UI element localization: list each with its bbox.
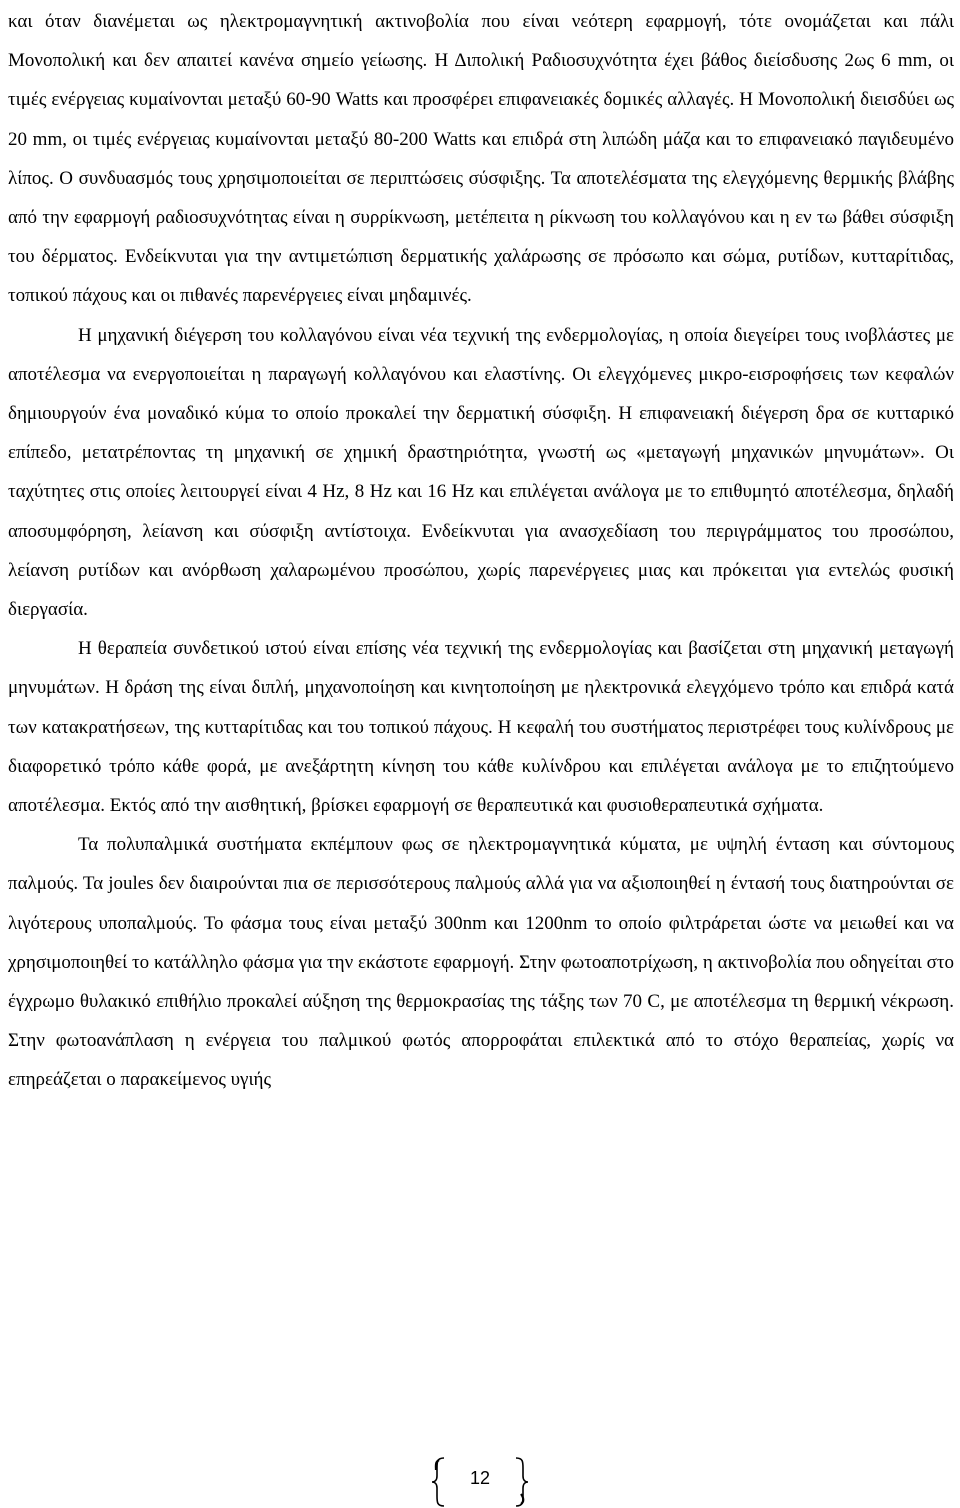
page-number: 12 [469,1468,491,1488]
page-footer [0,1452,960,1508]
paragraph-2: Η μηχανική διέγερση του κολλαγόνου είναι νέα τεχνική της ενδερμολογίας, η οποία διεγείρει τους ινοβλάστες με αποτέλεσμα να ενεργοποιείται η παραγωγή κολλαγόνου και ελαστίνης. Οι ελεγχόμενες μικρο-εισροφήσεις των κεφαλών δημιουργούν ένα μοναδικό κύμα το οποίο προκαλεί την δερματική σύσφιξη. Η επιφανειακή διέγερση δρα σε κυτταρικό επίπεδο, μετατρέποντας τη μηχανική σε χημική δραστηριότητα, γνωστή ως «μεταγωγή μηχανικών μηνυμάτων». Οι ταχύτητες στις οποίες λειτουργεί είναι 4 Hz, 8 Hz και 16 Hz και επιλέγεται ανάλογα με το επιθυμητό αποτέλεσμα, δηλαδή αποσυμφόρηση, λείανση και σύσφιξη αντίστοιχα. Ενδείκνυται για ανασχεδίαση του περιγράμματος του προσώπου, λείανση ρυτίδων και ανόρθωση χαλαρωμένου προσώπου, χωρίς παρενέργειες μιας και πρόκειται για εντελώς φυσική διεργασία. [8,324,954,621]
document-page [8,0,954,1100]
paragraph-3: Η θεραπεία συνδετικού ιστού είναι επίσης νέα τεχνική της ενδερμολογίας και βασίζεται στη μηχανική μεταγωγή μηνυμάτων. Η δράση της είναι διπλή, μηχανοποίηση και κινητοποίηση με ηλεκτρονικά ελεγχόμενο τρόπο και επιδρά κατά των κατακρατήσεων, της κυτταρίτιδας και του τοπικού πάχους. Η κεφαλή του συστήματος περιστρέφει τους κυλίνδρους με διαφορετικό τρόπο κάθε φορά, με ανεξάρτητη κίνηση του κάθε κυλίνδρου και επιλέγεται ανάλογα με το επιζητούμενο αποτέλεσμα. Εκτός από την αισθητική, βρίσκει εφαρμογή σε θεραπευτικά και φυσιοθεραπευτικά σχήματα. [8,638,954,817]
paragraph-1: και όταν διανέμεται ως ηλεκτρομαγνητική ακτινοβολία που είναι νεότερη εφαρμογή, τότε ονομάζεται και πάλι Μονοπολική και δεν απαιτεί κανένα σημείο γείωσης. Η Διπολική Ραδιοσυχνότητα έχει βάθος διείσδυσης 2ως 6 mm, οι τιμές ενέργειας κυμαίνονται μεταξύ 60-90 Watts και προσφέρει επιφανειακές δομικές αλλαγές. Η Μονοπολική διεισδύει ως 20 mm, οι τιμές ενέργειας κυμαίνονται μεταξύ 80-200 Watts και επιδρά στη λιπώδη μάζα και το επιφανειακό παγιδευμένο λίπος. Ο συνδυασμός τους χρησιμοποιείται σε περιπτώσεις σύσφιξης. Τα αποτελέσματα της ελεγχόμενης θερμικής βλάβης από την εφαρμογή ραδιοσυχνότητας είναι η συρρίκνωση, μετέπειτα η ρίκνωση του κολλαγόνου και η εν τω βάθει σύσφιξη του δέρματος. Ενδείκνυται για την αντιμετώπιση δερματικής χαλάρωσης σε πρόσωπο και σώμα, ρυτίδων, κυτταρίτιδας, τοπικού πάχους και οι πιθανές παρενέργειες είναι μηδαμινές. [8,11,954,307]
paragraph-4: Τα πολυπαλμικά συστήματα εκπέμπουν φως σε ηλεκτρομαγνητικά κύματα, με υψηλή ένταση και σύντομους παλμούς. Τα joules δεν διαιρούνται πια σε περισσότερους παλμούς αλλά για να αξιοποιηθεί η έντασή τους διατηρούνται σε λιγότερους υποπαλμούς. Το φάσμα τους είναι μεταξύ 300nm και 1200nm το οποίο φιλτράρεται ώστε να μειωθεί και να χρησιμοποιηθεί το κατάλληλο φάσμα για την εκάστοτε εφαρμογή. Στην φωτοαποτρίχωση, η ακτινοβολία που οδηγείται στο έγχρωμο θυλακικό επιθήλιο προκαλεί αύξηση της θερμοκρασίας της τάξης των 70 C, με αποτέλεσμα τη θερμική νέκρωση. Στην φωτοανάπλαση η ενέργεια του παλμικού φωτός απορροφάται επιλεκτικά από το στόχο θεραπείας, χωρίς να επηρεάζεται ο παρακείμενος υγιής [8,834,954,1091]
